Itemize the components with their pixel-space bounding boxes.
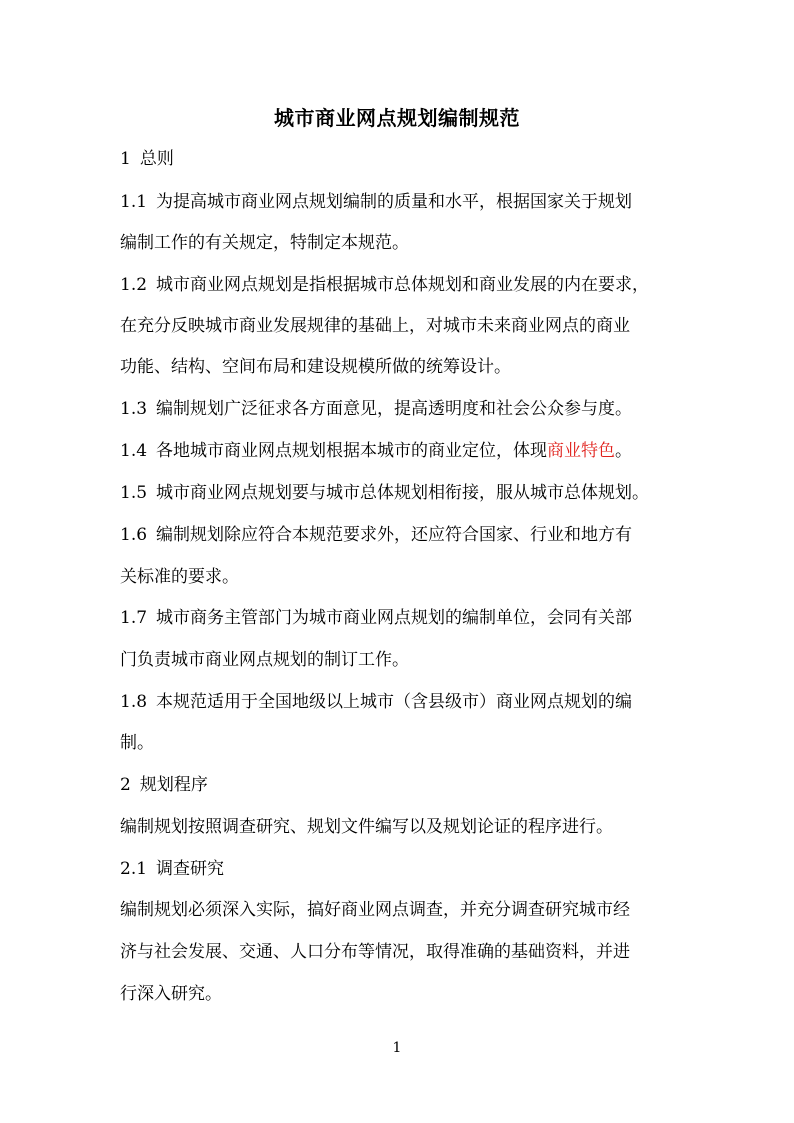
clause-1-8-line-1 [120, 690, 690, 714]
clause-text: 城市商务主管部门为城市商业网点规划的编制单位，会同有关部 [156, 608, 633, 628]
section-number: 2.1 [120, 859, 148, 879]
clause-1-7-line-2: 门负责城市商业网点规划的制订工作。 [120, 650, 409, 670]
highlighted-text: 商业特色 [547, 441, 616, 461]
clause-1-7-line-1 [120, 606, 690, 630]
clause-number: 1.1 [120, 192, 148, 212]
section-number: 1 [120, 149, 131, 169]
clause-text: 城市商业网点规划要与城市总体规划相衔接，服从城市总体规划。 [156, 483, 650, 503]
clause-number: 1.7 [120, 608, 148, 628]
page-number: 1 [392, 1040, 402, 1056]
clause-number: 1.6 [120, 525, 148, 545]
clause-number: 1.3 [120, 399, 148, 419]
section-heading-text: 规划程序 [139, 775, 208, 795]
clause-1-4-line-1 [120, 439, 690, 463]
clause-text: 为提高城市商业网点规划编制的质量和水平，根据国家关于规划 [156, 192, 633, 212]
section-heading-text: 总则 [139, 149, 174, 169]
section-2-body: 编制规划按照调查研究、规划文件编写以及规划论证的程序进行。 [120, 817, 613, 837]
clause-1-6-line-2: 关标准的要求。 [120, 567, 239, 587]
document-title: 城市商业网点规划编制规范 [274, 106, 520, 130]
clause-text: 本规范适用于全国地级以上城市（含县级市）商业网点规划的编 [156, 692, 633, 712]
section-heading-text: 调查研究 [156, 859, 225, 879]
subsection-2-1-line-2: 济与社会发展、交通、人口分布等情况，取得准确的基础资料，并进 [120, 942, 630, 962]
subsection-heading-2-1 [120, 857, 690, 881]
clause-1-5-line-1 [120, 481, 690, 505]
clause-1-8-line-2: 制。 [120, 733, 154, 753]
section-heading-1 [120, 147, 690, 171]
clause-1-6-line-1 [120, 523, 690, 547]
clause-1-3-line-1 [120, 397, 690, 421]
clause-number: 1.8 [120, 692, 148, 712]
clause-text-end: 。 [615, 441, 633, 461]
section-heading-2 [120, 773, 690, 797]
clause-text: 编制规划除应符合本规范要求外，还应符合国家、行业和地方有 [156, 525, 633, 545]
clause-number: 1.5 [120, 483, 148, 503]
clause-1-1-line-2: 编制工作的有关规定，特制定本规范。 [120, 233, 409, 253]
clause-number: 1.2 [120, 275, 148, 295]
section-number: 2 [120, 775, 131, 795]
clause-1-2-line-3: 功能、结构、空间布局和建设规模所做的统筹设计。 [120, 357, 511, 377]
clause-1-2-line-1 [120, 273, 690, 297]
clause-text: 编制规划广泛征求各方面意见，提高透明度和社会公众参与度。 [156, 399, 633, 419]
clause-1-1-line-1 [120, 190, 690, 214]
clause-text: 各地城市商业网点规划根据本城市的商业定位，体现 [156, 441, 548, 461]
subsection-2-1-line-1: 编制规划必须深入实际，搞好商业网点调查，并充分调查研究城市经 [120, 900, 630, 920]
subsection-2-1-line-3: 行深入研究。 [120, 984, 222, 1004]
clause-text: 城市商业网点规划是指根据城市总体规划和商业发展的内在要求， [156, 275, 650, 295]
clause-number: 1.4 [120, 441, 148, 461]
clause-1-2-line-2: 在充分反映城市商业发展规律的基础上，对城市未来商业网点的商业 [120, 316, 630, 336]
